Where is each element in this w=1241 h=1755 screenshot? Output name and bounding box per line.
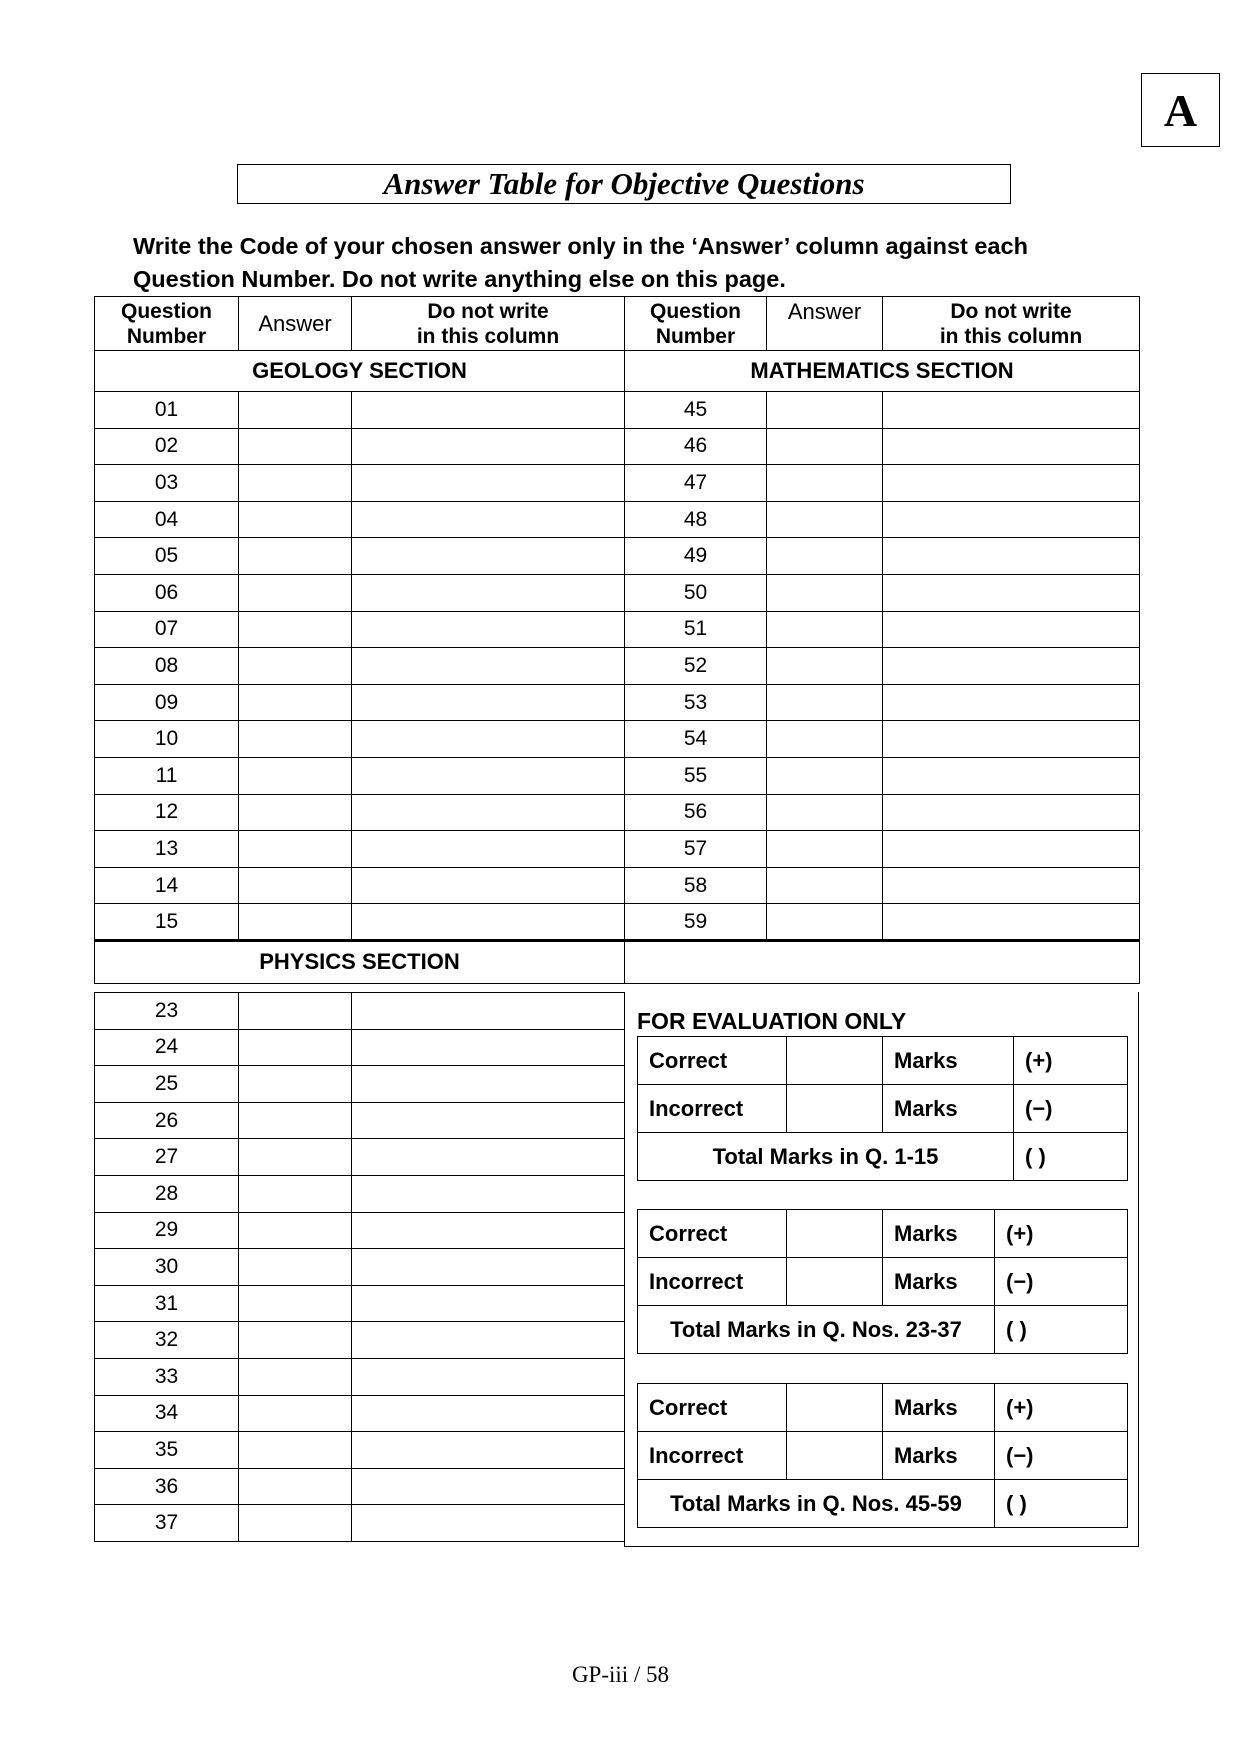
question-number: 12 (95, 794, 239, 831)
header-label: Question (120, 299, 212, 323)
question-number: 58 (625, 867, 767, 904)
marks-label: Marks (883, 1085, 1014, 1133)
answer-cell[interactable] (239, 1175, 352, 1212)
answer-cell[interactable] (239, 721, 352, 758)
do-not-write-cell (352, 1395, 625, 1432)
total-row (638, 1480, 1128, 1528)
answer-cell[interactable] (767, 684, 883, 721)
header-do-not-write (883, 297, 1140, 351)
correct-count-cell (787, 1037, 883, 1085)
answer-cell[interactable] (239, 465, 352, 502)
answer-cell[interactable] (239, 501, 352, 538)
do-not-write-cell (883, 501, 1140, 538)
answer-cell[interactable] (767, 648, 883, 685)
question-number: 49 (625, 538, 767, 575)
do-not-write-cell (352, 1432, 625, 1469)
answer-cell[interactable] (767, 392, 883, 429)
incorrect-row (638, 1432, 1128, 1480)
question-number: 25 (95, 1066, 239, 1103)
table-row (95, 867, 1140, 904)
answer-cell[interactable] (239, 1029, 352, 1066)
incorrect-row (638, 1085, 1128, 1133)
question-number: 46 (625, 428, 767, 465)
answer-cell[interactable] (239, 1212, 352, 1249)
question-number: 08 (95, 648, 239, 685)
incorrect-count-cell (787, 1258, 883, 1306)
do-not-write-cell (352, 1358, 625, 1395)
question-number: 24 (95, 1029, 239, 1066)
answer-cell[interactable] (239, 611, 352, 648)
table-row (95, 538, 1140, 575)
question-number: 36 (95, 1468, 239, 1505)
instructions (133, 230, 1133, 296)
do-not-write-cell (352, 831, 625, 868)
answer-cell[interactable] (239, 428, 352, 465)
question-number: 55 (625, 757, 767, 794)
do-not-write-cell (883, 538, 1140, 575)
header-answer: Answer (767, 297, 883, 351)
do-not-write-cell (352, 648, 625, 685)
do-not-write-cell (352, 1322, 625, 1359)
table-row (95, 684, 1140, 721)
correct-label: Correct (638, 1384, 787, 1432)
section-row (95, 351, 1140, 392)
do-not-write-cell (883, 794, 1140, 831)
question-number: 35 (95, 1432, 239, 1469)
total-marks-label: Total Marks in Q. 1-15 (638, 1133, 1014, 1181)
do-not-write-cell (883, 574, 1140, 611)
header-do-not-write (352, 297, 625, 351)
plus-marks: (+) (995, 1384, 1128, 1432)
do-not-write-cell (352, 501, 625, 538)
header-label: Number (126, 324, 207, 348)
geology-section-title: GEOLOGY SECTION (95, 351, 625, 392)
question-number: 45 (625, 392, 767, 429)
geology-mathematics-rows (95, 392, 1140, 941)
answer-cell[interactable] (767, 465, 883, 502)
question-number: 04 (95, 501, 239, 538)
evaluation-title: FOR EVALUATION ONLY (637, 1008, 907, 1034)
correct-count-cell (787, 1210, 883, 1258)
do-not-write-cell (352, 794, 625, 831)
plus-marks: (+) (1014, 1037, 1128, 1085)
do-not-write-cell (352, 757, 625, 794)
question-number: 52 (625, 648, 767, 685)
do-not-write-cell (352, 1139, 625, 1176)
question-number: 27 (95, 1139, 239, 1176)
answer-cell[interactable] (767, 538, 883, 575)
incorrect-count-cell (787, 1432, 883, 1480)
question-number: 48 (625, 501, 767, 538)
question-number: 30 (95, 1249, 239, 1286)
question-number: 26 (95, 1102, 239, 1139)
incorrect-count-cell (787, 1085, 883, 1133)
do-not-write-cell (883, 648, 1140, 685)
answer-cell[interactable] (239, 392, 352, 429)
table-row (95, 574, 1140, 611)
instructions-line-1: Write the Code of your chosen answer only in the ‘Answer’ column against each (133, 233, 1028, 259)
do-not-write-cell (352, 1175, 625, 1212)
physics-table (94, 992, 625, 1542)
answer-cell[interactable] (239, 1432, 352, 1469)
table-row (95, 392, 1140, 429)
answer-cell[interactable] (767, 867, 883, 904)
answer-cell[interactable] (239, 1285, 352, 1322)
question-number: 54 (625, 721, 767, 758)
question-number: 37 (95, 1505, 239, 1542)
question-number: 32 (95, 1322, 239, 1359)
table-row (95, 1139, 625, 1176)
correct-row (638, 1384, 1128, 1432)
incorrect-label: Incorrect (638, 1258, 787, 1306)
do-not-write-cell (883, 611, 1140, 648)
do-not-write-cell (883, 721, 1140, 758)
answer-cell[interactable] (239, 1322, 352, 1359)
marks-label: Marks (883, 1037, 1014, 1085)
correct-row (638, 1037, 1128, 1085)
marks-label: Marks (883, 1258, 995, 1306)
answer-cell[interactable] (239, 904, 352, 941)
incorrect-label: Incorrect (638, 1432, 787, 1480)
do-not-write-cell (352, 1505, 625, 1542)
do-not-write-cell (352, 721, 625, 758)
blank-section-cell (625, 940, 1140, 983)
question-number: 29 (95, 1212, 239, 1249)
do-not-write-cell (352, 538, 625, 575)
question-number: 02 (95, 428, 239, 465)
do-not-write-cell (352, 428, 625, 465)
answer-cell[interactable] (767, 611, 883, 648)
table-row (95, 1066, 625, 1103)
table-row (95, 501, 1140, 538)
page-footer: GP-iii / 58 (571, 1662, 670, 1687)
table-row (95, 831, 1140, 868)
do-not-write-cell (883, 392, 1140, 429)
total-marks-label: Total Marks in Q. Nos. 45-59 (638, 1480, 995, 1528)
answer-cell[interactable] (767, 831, 883, 868)
answer-cell[interactable] (239, 757, 352, 794)
do-not-write-cell (883, 428, 1140, 465)
do-not-write-cell (352, 993, 625, 1030)
question-number: 33 (95, 1358, 239, 1395)
answer-table (94, 296, 1140, 984)
total-row (638, 1133, 1128, 1181)
minus-marks: (−) (1014, 1085, 1128, 1133)
question-number: 23 (95, 993, 239, 1030)
table-row (95, 1505, 625, 1542)
table-row (95, 1358, 625, 1395)
do-not-write-cell (352, 1468, 625, 1505)
answer-cell[interactable] (239, 993, 352, 1030)
question-number: 50 (625, 574, 767, 611)
do-not-write-cell (352, 465, 625, 502)
answer-cell[interactable] (239, 1102, 352, 1139)
question-number: 34 (95, 1395, 239, 1432)
question-number: 10 (95, 721, 239, 758)
marks-label: Marks (883, 1432, 995, 1480)
answer-cell[interactable] (239, 1358, 352, 1395)
correct-count-cell (787, 1384, 883, 1432)
instructions-line-2: Question Number. Do not write anything else on this page. (133, 266, 786, 292)
incorrect-label: Incorrect (638, 1085, 787, 1133)
answer-cell[interactable] (239, 1395, 352, 1432)
question-number: 09 (95, 684, 239, 721)
answer-cell[interactable] (239, 1505, 352, 1542)
table-row (95, 1322, 625, 1359)
header-answer: Answer (239, 297, 352, 351)
do-not-write-cell (352, 1029, 625, 1066)
table-row (95, 721, 1140, 758)
answer-cell[interactable] (767, 501, 883, 538)
do-not-write-cell (352, 867, 625, 904)
marks-label: Marks (883, 1210, 995, 1258)
question-number: 01 (95, 392, 239, 429)
question-number: 13 (95, 831, 239, 868)
header-row (95, 297, 1140, 351)
answer-cell[interactable] (239, 831, 352, 868)
total-marks-label: Total Marks in Q. Nos. 23-37 (638, 1306, 995, 1354)
header-label: in this column (416, 324, 560, 348)
table-row (95, 1432, 625, 1469)
page-title: Answer Table for Objective Questions (237, 164, 1011, 204)
evaluation-block-geology (637, 1036, 1128, 1181)
incorrect-row (638, 1258, 1128, 1306)
table-row (95, 1249, 625, 1286)
do-not-write-cell (883, 465, 1140, 502)
table-row (95, 993, 625, 1030)
set-code-box: A (1141, 73, 1220, 147)
table-row (95, 611, 1140, 648)
question-number: 57 (625, 831, 767, 868)
question-number: 11 (95, 757, 239, 794)
table-row (95, 428, 1140, 465)
question-number: 51 (625, 611, 767, 648)
do-not-write-cell (883, 904, 1140, 941)
answer-cell[interactable] (239, 1139, 352, 1176)
minus-marks: (−) (995, 1432, 1128, 1480)
table-row (95, 1029, 625, 1066)
evaluation-block-physics (637, 1209, 1128, 1354)
do-not-write-cell (352, 684, 625, 721)
answer-cell[interactable] (767, 428, 883, 465)
do-not-write-cell (352, 1212, 625, 1249)
total-marks-value: ( ) (1014, 1133, 1128, 1181)
answer-cell[interactable] (767, 721, 883, 758)
answer-cell[interactable] (767, 794, 883, 831)
answer-cell[interactable] (239, 574, 352, 611)
question-number: 14 (95, 867, 239, 904)
minus-marks: (−) (995, 1258, 1128, 1306)
answer-cell[interactable] (239, 794, 352, 831)
table-row (95, 1395, 625, 1432)
answer-cell[interactable] (239, 684, 352, 721)
header-label: Do not write (950, 299, 1072, 323)
table-row (95, 648, 1140, 685)
question-number: 15 (95, 904, 239, 941)
table-row (95, 1175, 625, 1212)
header-question-number (625, 297, 767, 351)
do-not-write-cell (352, 1285, 625, 1322)
question-number: 53 (625, 684, 767, 721)
table-row (95, 1102, 625, 1139)
table-row (95, 757, 1140, 794)
physics-section-title: PHYSICS SECTION (95, 940, 625, 983)
answer-cell[interactable] (239, 1249, 352, 1286)
table-row (95, 1285, 625, 1322)
header-label: Do not write (427, 299, 549, 323)
do-not-write-cell (352, 574, 625, 611)
question-number: 07 (95, 611, 239, 648)
answer-cell[interactable] (767, 904, 883, 941)
question-number: 28 (95, 1175, 239, 1212)
do-not-write-cell (883, 757, 1140, 794)
do-not-write-cell (352, 1066, 625, 1103)
answer-cell[interactable] (239, 648, 352, 685)
table-row (95, 465, 1140, 502)
table-row (95, 904, 1140, 941)
answer-cell[interactable] (767, 574, 883, 611)
table-row (95, 1468, 625, 1505)
question-number: 06 (95, 574, 239, 611)
question-number: 56 (625, 794, 767, 831)
marks-label: Marks (883, 1384, 995, 1432)
total-marks-value: ( ) (995, 1480, 1128, 1528)
mathematics-section-title: MATHEMATICS SECTION (625, 351, 1140, 392)
question-number: 47 (625, 465, 767, 502)
total-marks-value: ( ) (995, 1306, 1128, 1354)
physics-section-row (95, 940, 1140, 983)
answer-cell[interactable] (239, 538, 352, 575)
physics-rows (95, 993, 625, 1542)
do-not-write-cell (883, 867, 1140, 904)
correct-row (638, 1210, 1128, 1258)
do-not-write-cell (352, 904, 625, 941)
table-row (95, 1212, 625, 1249)
answer-cell[interactable] (239, 867, 352, 904)
answer-cell[interactable] (239, 1468, 352, 1505)
correct-label: Correct (638, 1037, 787, 1085)
question-number: 05 (95, 538, 239, 575)
answer-cell[interactable] (239, 1066, 352, 1103)
header-label: in this column (939, 324, 1083, 348)
do-not-write-cell (883, 684, 1140, 721)
do-not-write-cell (352, 1249, 625, 1286)
header-label: Number (655, 324, 736, 348)
do-not-write-cell (352, 392, 625, 429)
question-number: 59 (625, 904, 767, 941)
correct-label: Correct (638, 1210, 787, 1258)
do-not-write-cell (352, 611, 625, 648)
total-row (638, 1306, 1128, 1354)
do-not-write-cell (883, 831, 1140, 868)
evaluation-block-mathematics (637, 1383, 1128, 1528)
header-label: Question (649, 299, 741, 323)
question-number: 03 (95, 465, 239, 502)
plus-marks: (+) (995, 1210, 1128, 1258)
header-question-number (95, 297, 239, 351)
do-not-write-cell (352, 1102, 625, 1139)
table-row (95, 794, 1140, 831)
answer-cell[interactable] (767, 757, 883, 794)
question-number: 31 (95, 1285, 239, 1322)
